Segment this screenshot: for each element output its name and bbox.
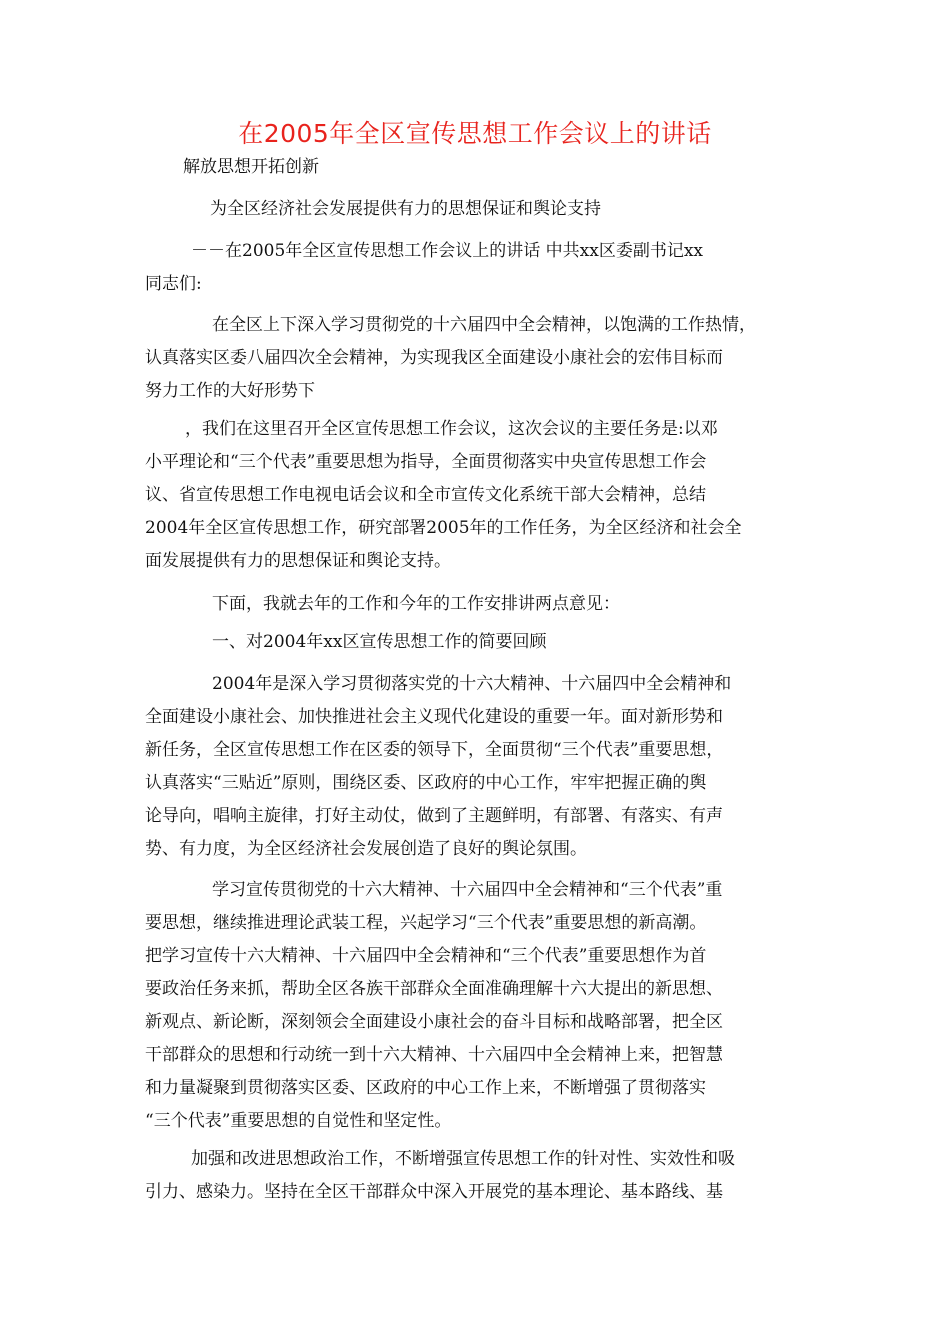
paragraph-line: 势、有力度，为全区经济社会发展创造了良好的舆论氛围。 [145, 839, 587, 859]
subtitle-2-line: 为全区经济社会发展提供有力的思想保证和舆论支持 [210, 199, 601, 219]
paragraph-line: 新任务，全区宣传思想工作在区委的领导下，全面贯彻“三个代表”重要思想， [145, 740, 724, 760]
section-heading-line: 一、对2004年xx区宣传思想工作的简要回顾 [212, 632, 547, 652]
paragraph-4 [145, 668, 820, 866]
subtitle-1 [183, 151, 858, 184]
byline: －－在2005年全区宣传思想工作会议上的讲话 中共xx区委副书记xx [191, 241, 704, 261]
section-1-heading [145, 626, 820, 659]
subtitle-1-line: 解放思想开拓创新 [183, 157, 319, 177]
paragraph-line: 认真落实区委八届四次全会精神，为实现我区全面建设小康社会的宏伟目标而 [145, 348, 723, 368]
paragraph-line: 干部群众的思想和行动统一到十六大精神、十六届四中全会精神上来，把智慧 [145, 1045, 723, 1065]
paragraph-line: 新观点、新论断，深刻领会全面建设小康社会的奋斗目标和战略部署，把全区 [145, 1012, 723, 1032]
paragraph-line: 要政治任务来抓，帮助全区各族干部群众全面准确理解十六大提出的新思想、 [145, 979, 723, 999]
byline-block [145, 235, 820, 301]
paragraph-line: 论导向，唱响主旋律，打好主动仗，做到了主题鲜明，有部署、有落实、有声 [145, 806, 723, 826]
paragraph-1 [145, 309, 820, 408]
paragraph-line: 引力、感染力。坚持在全区干部群众中深入开展党的基本理论、基本路线、基 [145, 1182, 723, 1202]
paragraph-line: 小平理论和“三个代表”重要思想为指导，全面贯彻落实中央宣传思想工作会 [145, 452, 707, 472]
paragraph-6 [145, 1143, 820, 1209]
paragraph-line: 全面建设小康社会、加快推进社会主义现代化建设的重要一年。面对新形势和 [145, 707, 723, 727]
paragraph-line: 下面，我就去年的工作和今年的工作安排讲两点意见： [212, 594, 620, 614]
subtitle-2 [210, 193, 885, 226]
paragraph-line: 要思想，继续推进理论武装工程，兴起学习“三个代表”重要思想的新高潮。 [145, 913, 707, 933]
paragraph-line: 认真落实“三贴近”原则，围绕区委、区政府的中心工作，牢牢把握正确的舆 [145, 773, 707, 793]
document-title: 在2005年全区宣传思想工作会议上的讲话 [238, 119, 712, 148]
salutation: 同志们: [145, 274, 202, 294]
paragraph-line: 议、省宣传思想工作电视电话会议和全市宣传文化系统干部大会精神，总结 [145, 485, 706, 505]
paragraph-line: 加强和改进思想政治工作，不断增强宣传思想工作的针对性、实效性和吸 [191, 1149, 735, 1169]
paragraph-5 [145, 874, 820, 1138]
paragraph-line: ，我们在这里召开全区宣传思想工作会议，这次会议的主要任务是:以邓 [185, 419, 718, 439]
paragraph-line: 面发展提供有力的思想保证和舆论支持。 [145, 551, 451, 571]
paragraph-line: 学习宣传贯彻党的十六大精神、十六届四中全会精神和“三个代表”重 [212, 880, 723, 900]
paragraph-line: 和力量凝聚到贯彻落实区委、区政府的中心工作上来，不断增强了贯彻落实 [145, 1078, 706, 1098]
paragraph-line: “三个代表”重要思想的自觉性和坚定性。 [145, 1111, 452, 1131]
paragraph-line: 努力工作的大好形势下 [145, 381, 315, 401]
paragraph-line: 2004年是深入学习贯彻落实党的十六大精神、十六届四中全会精神和 [212, 674, 732, 694]
paragraph-line: 在全区上下深入学习贯彻党的十六届四中全会精神，以饱满的工作热情， [212, 315, 756, 335]
paragraph-3 [145, 588, 820, 621]
paragraph-line: 2004年全区宣传思想工作，研究部署2005年的工作任务，为全区经济和社会全 [145, 518, 742, 538]
paragraph-2 [145, 413, 820, 578]
paragraph-line: 把学习宣传十六大精神、十六届四中全会精神和“三个代表”重要思想作为首 [145, 946, 707, 966]
